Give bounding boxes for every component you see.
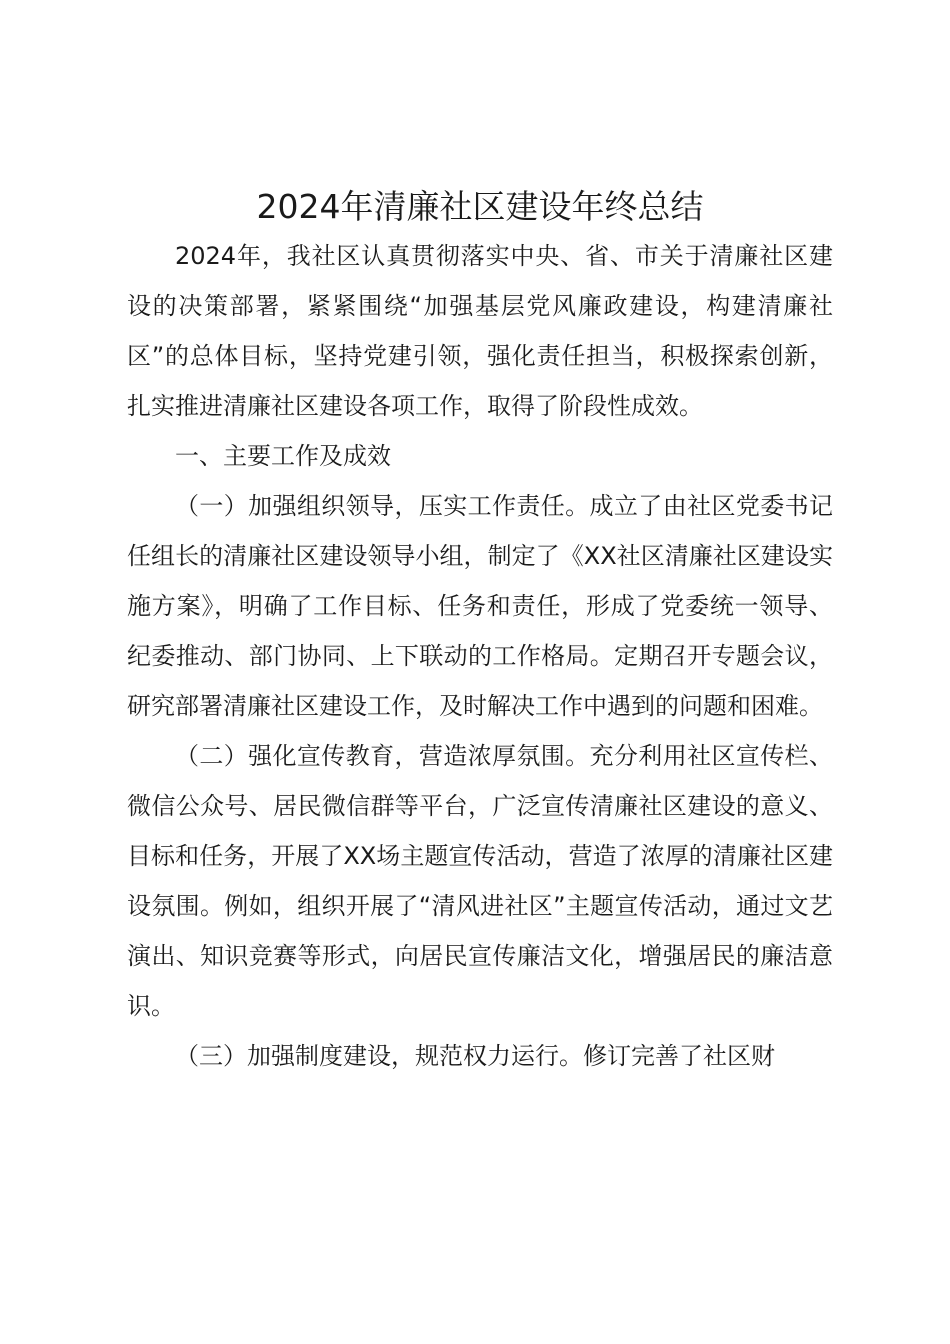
document-title: 2024年清廉社区建设年终总结: [256, 187, 704, 226]
paragraph-item-2: （二）强化宣传教育，营造浓厚氛围。充分利用社区宣传栏、微信公众号、居民微信群等平台，广泛宣传清廉社区建设的意义、目标和任务，开展了XX场主题宣传活动，营造了浓厚的清廉社区建设氛围。例如，组织开展了“清风进社区”主题宣传活动，通过文艺演出、知识竞赛等形式，向居民宣传廉洁文化，增强居民的廉洁意识。: [127, 742, 833, 1020]
paragraph-item-3: （三）加强制度建设，规范权力运行。修订完善了社区财: [175, 1042, 775, 1070]
section-heading: 一、主要工作及成效: [175, 442, 391, 470]
document-body: [127, 231, 833, 1081]
paragraph-item-1: （一）加强组织领导，压实工作责任。成立了由社区党委书记任组长的清廉社区建设领导小组，制定了《XX社区清廉社区建设实施方案》，明确了工作目标、任务和责任，形成了党委统一领导、纪委推动、部门协同、上下联动的工作格局。定期召开专题会议，研究部署清廉社区建设工作，及时解决工作中遇到的问题和困难。: [127, 492, 833, 720]
paragraph-intro: 2024年，我社区认真贯彻落实中央、省、市关于清廉社区建设的决策部署，紧紧围绕“加强基层党风廉政建设，构建清廉社区”的总体目标，坚持党建引领，强化责任担当，积极探索创新，扎实推进清廉社区建设各项工作，取得了阶段性成效。: [127, 242, 833, 420]
